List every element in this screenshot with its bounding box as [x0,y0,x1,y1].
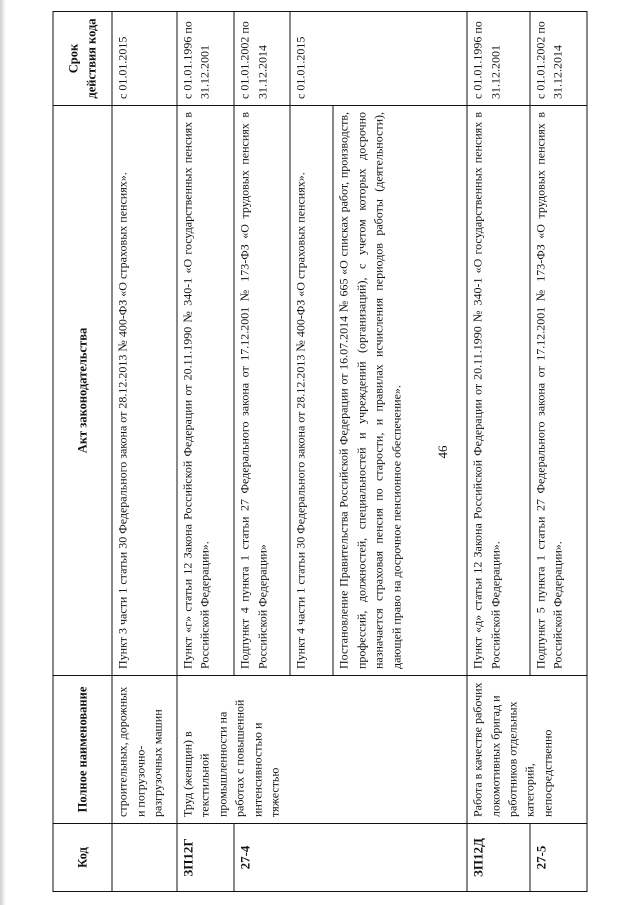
code-cell: 27-5 [530,824,587,892]
table-row [467,12,530,892]
name-cell [177,676,467,824]
act-cell: Пункт 3 части 1 статьи 30 Федерального закона от 28.12.2013 № 400-ФЗ «О страховых пенсиях». [112,106,177,676]
period-cell: с 01.01.1996 по 31.12.2001 [177,12,234,106]
table-header-row [53,12,112,892]
page-number: 46 [435,445,450,459]
name-text: Работа в качестве рабочих локомотивных бригад [470,682,503,817]
scan-edge-shadow [0,0,6,905]
period-cell: с 01.01.2002 по 31.12.2014 [234,12,290,106]
period-cell: с 01.01.1996 по 31.12.2001 [467,12,530,106]
header-act: Акт законодательства [53,106,112,676]
name-text-continued: и работников отдельных категорий, непосредственно [488,695,555,817]
name-text-continued: повышенной интенсивностью и тяжестью [232,699,282,817]
act-cell: Подпункт 5 пункта 1 статьи 27 Федерального закона от 17.12.2001 № 173-ФЗ «О трудовых пенсиях в Российской Федерации». [530,106,587,676]
table-row [177,12,234,892]
code-cell: ЗП12Д [467,824,530,892]
code-cell [112,824,177,892]
name-text: Труд (женщин) в текстильной промышленности на работах с [180,711,247,817]
period-cell: с 01.01.2002 по 31.12.2014 [530,12,587,106]
header-period: Срок действия кода [53,12,112,106]
period-cell: с 01.01.2015 [112,12,177,106]
rotated-table-wrapper [53,12,588,892]
header-code: Код [53,824,112,892]
code-cell: ЗП12Г [177,824,234,892]
header-name: Полное наименование [53,676,112,824]
pension-codes-table [53,11,588,892]
act-cell: Подпункт 4 пункта 1 статьи 27 Федерального закона от 17.12.2001 № 173-ФЗ «О трудовых пенсиях в Российской Федерации» [234,106,290,676]
act-cell: Постановление Правительства Российской Федерации от 16.07.2014 № 665 «О списках работ, производств, профессий, должностей, специальностей и учреждений (организаций), с учетом которых досрочно назначается страховая пенсия по старости, и правилах исчисления периодов работы (деятельности), дающей право на досрочное пенсионное обеспечение». [333,106,467,676]
name-cell [467,676,587,824]
act-cell: Пункт «г» статьи 12 Закона Российской Федерации от 20.11.1990 № 340-1 «О государственных пенсиях в Российской Федерации». [177,106,234,676]
name-cell: строительных, дорожных и погрузочно-разгрузочных машин [112,676,177,824]
period-cell: с 01.01.2015 [290,12,467,106]
act-cell: Пункт «д» статьи 12 Закона Российской Федерации от 20.11.1990 № 340-1 «О государственных пенсиях в Российской Федерации». [467,106,530,676]
act-cell: Пункт 4 части 1 статьи 30 Федерального закона от 28.12.2013 № 400-ФЗ «О страховых пенсиях». [290,106,333,676]
code-cell: 27-4 [234,824,467,892]
table-row [112,12,177,892]
